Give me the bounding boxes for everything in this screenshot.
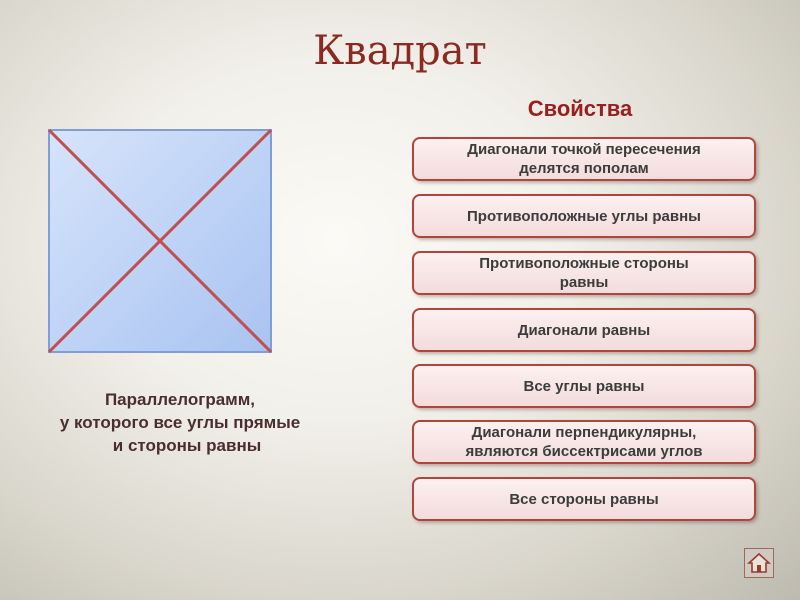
- property-box-1: Диагонали точкой пересечения делятся пополам: [412, 137, 756, 181]
- slide-title: Квадрат: [313, 28, 487, 74]
- property-box-6: Диагонали перпендикулярны, являются биссектрисами углов: [412, 420, 756, 464]
- definition-line-2: у которого все углы прямые: [59, 413, 301, 432]
- definition-line-3: и стороны равны: [112, 436, 262, 455]
- property-box-5: Все углы равны: [412, 364, 756, 408]
- home-button[interactable]: [744, 548, 774, 578]
- square-diagram: [48, 128, 272, 354]
- property-box-3: Противоположные стороны равны: [412, 251, 756, 295]
- square-figure: [48, 128, 272, 354]
- property-box-2: Противоположные углы равны: [412, 194, 756, 238]
- home-icon: [747, 552, 771, 574]
- property-box-4: Диагонали равны: [412, 308, 756, 352]
- definition-line-1: Параллелограмм,: [104, 390, 256, 409]
- properties-heading: Свойства: [527, 96, 633, 121]
- square-definition: [20, 388, 340, 457]
- property-box-7: Все стороны равны: [412, 477, 756, 521]
